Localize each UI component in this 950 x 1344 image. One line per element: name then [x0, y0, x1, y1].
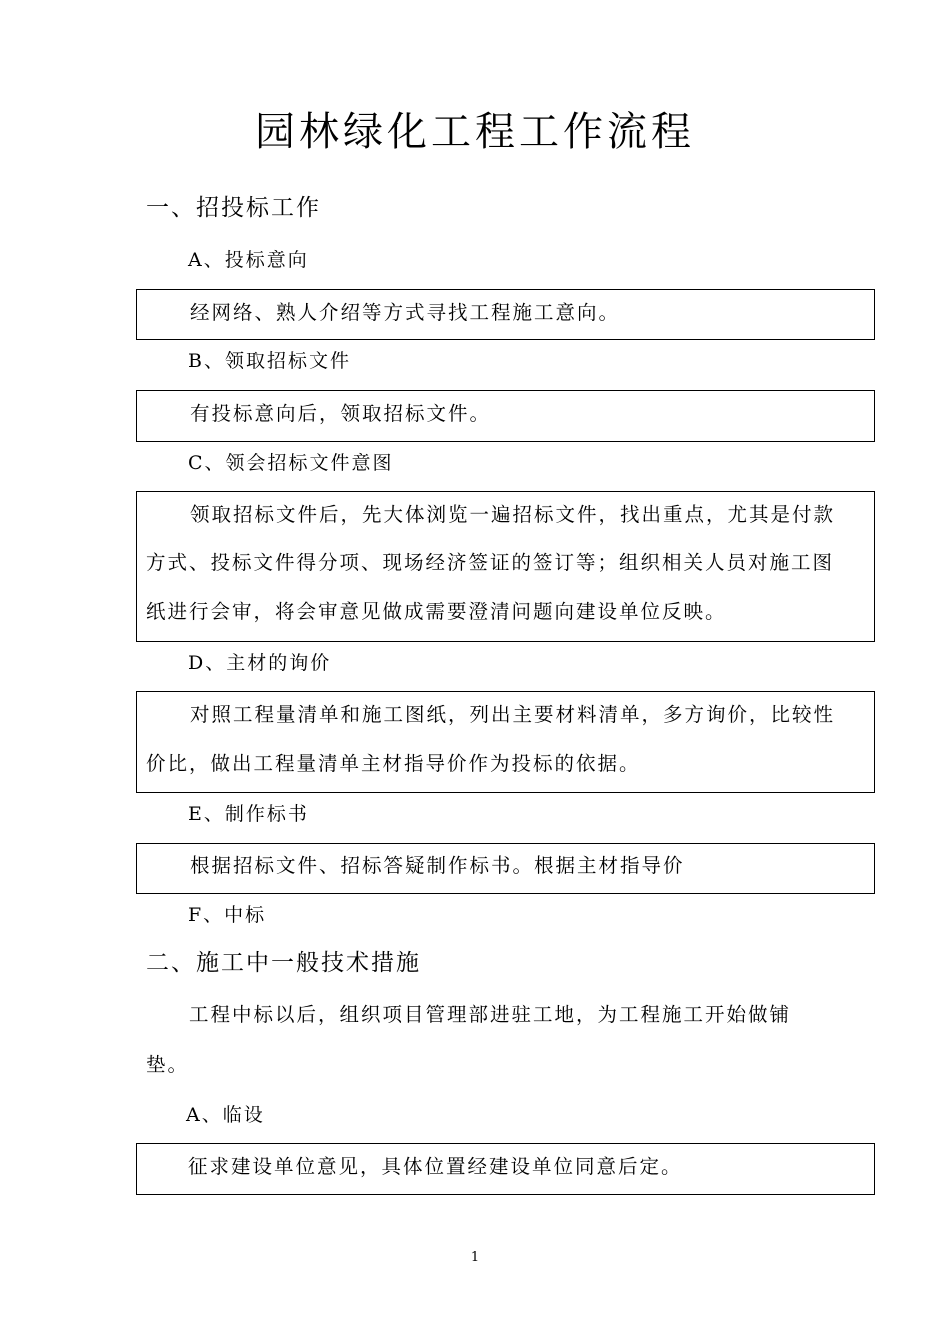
text-box-2a: [136, 1143, 875, 1195]
paragraph-intro-line-2: 垫。: [146, 1053, 190, 1076]
subheading-e: E、制作标书: [188, 803, 309, 825]
box-text-d-line-1: 对照工程量清单和施工图纸，列出主要材料清单，多方询价，比较性: [190, 703, 836, 726]
text-box-e: [136, 843, 875, 894]
box-text-c-line-2: 方式、投标文件得分项、现场经济签证的签订等；组织相关人员对施工图: [146, 551, 835, 574]
subheading-d: D、主材的询价: [188, 652, 332, 674]
box-text-2a: 征求建设单位意见，具体位置经建设单位同意后定。: [188, 1155, 683, 1178]
box-text-d-line-2: 价比，做出工程量清单主材指导价作为投标的依据。: [146, 752, 641, 775]
document-title: 园林绿化工程工作流程: [255, 109, 695, 155]
box-text-a: 经网络、熟人介绍等方式寻找工程施工意向。: [190, 301, 621, 324]
subheading-b: B、领取招标文件: [188, 350, 351, 372]
subheading-f: F、中标: [188, 904, 267, 926]
box-text-e: 根据招标文件、招标答疑制作标书。根据主材指导价: [190, 854, 685, 877]
box-text-b: 有投标意向后，领取招标文件。: [190, 402, 492, 425]
box-text-c-line-1: 领取招标文件后，先大体浏览一遍招标文件，找出重点，尤其是付款: [190, 503, 836, 526]
text-box-a: [136, 289, 875, 340]
box-text-c-line-3: 纸进行会审，将会审意见做成需要澄清问题向建设单位反映。: [146, 600, 727, 623]
paragraph-intro-line-1: 工程中标以后，组织项目管理部进驻工地，为工程施工开始做铺: [189, 1003, 792, 1026]
subheading-2a: A、临设: [186, 1104, 265, 1126]
page-number: 1: [470, 1250, 480, 1265]
text-box-d: [136, 691, 875, 793]
text-box-b: [136, 390, 875, 442]
subheading-a: A、投标意向: [188, 249, 309, 271]
section-heading-1: 一、招投标工作: [146, 195, 321, 221]
text-box-c: [136, 491, 875, 642]
subheading-c: C、领会招标文件意图: [188, 452, 394, 474]
section-heading-2: 二、施工中一般技术措施: [146, 950, 421, 976]
